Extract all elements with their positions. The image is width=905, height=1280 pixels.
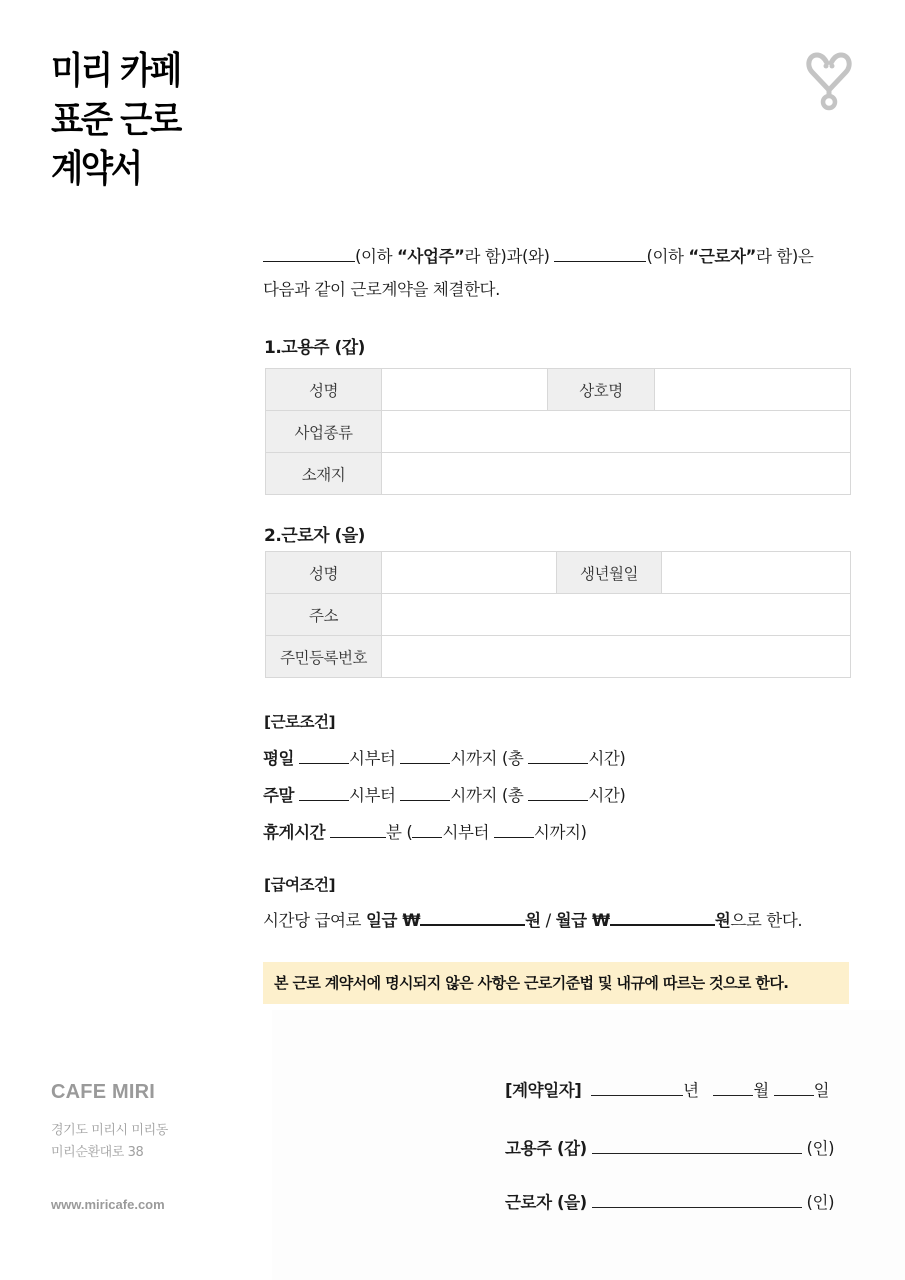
monthly-wage-blank[interactable] xyxy=(610,912,715,926)
work-conditions-title: [근로조건] xyxy=(264,713,336,731)
weekday-end-blank[interactable] xyxy=(400,750,450,764)
heart-keyhole-icon xyxy=(803,50,855,112)
weekend-hours-line: 주말 시부터 시까지 (총 시간) xyxy=(263,786,626,805)
worker-name-field[interactable] xyxy=(382,552,557,594)
weekend-start-blank[interactable] xyxy=(299,787,349,801)
resident-no-field[interactable] xyxy=(382,636,851,678)
section-employer-title: 1.고용주 (갑) xyxy=(264,338,365,358)
label-business-type: 사업종류 xyxy=(266,411,382,453)
seal-mark: (인) xyxy=(806,1193,835,1212)
label-name: 성명 xyxy=(266,369,382,411)
contract-date-line: [계약일자] 년 월 일 xyxy=(505,1081,830,1100)
month-blank[interactable] xyxy=(713,1082,753,1096)
worker-blank[interactable] xyxy=(554,248,646,262)
daily-wage-blank[interactable] xyxy=(420,912,525,926)
section-worker-title: 2.근로자 (을) xyxy=(264,526,365,546)
day-blank[interactable] xyxy=(774,1082,814,1096)
worker-signature-blank[interactable] xyxy=(592,1194,802,1208)
legal-notice-banner: 본 근로 계약서에 명시되지 않은 사항은 근로기준법 및 내규에 따르는 것으로 한다. xyxy=(263,962,849,1004)
weekday-hours-line: 평일 시부터 시까지 (총 시간) xyxy=(263,749,626,768)
break-time-line: 휴게시간 분 ( 시부터 시까지) xyxy=(263,823,587,842)
weekday-start-blank[interactable] xyxy=(299,750,349,764)
break-start-blank[interactable] xyxy=(412,824,442,838)
address-field[interactable] xyxy=(382,594,851,636)
year-blank[interactable] xyxy=(591,1082,683,1096)
label-address: 주소 xyxy=(266,594,382,636)
intro-line-2: 다음과 같이 근로계약을 체결한다. xyxy=(263,280,500,299)
employer-signature-line: 고용주 (갑) (인) xyxy=(505,1139,835,1158)
birth-field[interactable] xyxy=(662,552,851,594)
worker-term: “근로자” xyxy=(688,247,756,266)
label-birth: 생년월일 xyxy=(557,552,662,594)
employer-name-field[interactable] xyxy=(382,369,548,411)
seal-mark: (인) xyxy=(806,1139,835,1158)
title-line-2: 표준 근로 xyxy=(51,98,181,141)
business-name-field[interactable] xyxy=(655,369,851,411)
employer-blank[interactable] xyxy=(263,248,355,262)
title-line-3: 계약서 xyxy=(51,147,141,190)
break-end-blank[interactable] xyxy=(494,824,534,838)
employer-signature-blank[interactable] xyxy=(592,1140,802,1154)
worker-info-table xyxy=(265,551,851,678)
footer-brand: CAFE MIRI xyxy=(51,1081,156,1103)
pay-conditions-title: [급여조건] xyxy=(264,876,336,894)
worker-signature-line: 근로자 (을) (인) xyxy=(505,1193,835,1212)
weekend-end-blank[interactable] xyxy=(400,787,450,801)
intro-paragraph: (이하 “사업주”라 함)과(와) (이하 “근로자”라 함)은 다음과 같이 근로계약을 체결한다. xyxy=(263,247,814,299)
business-type-field[interactable] xyxy=(382,411,851,453)
label-name: 성명 xyxy=(266,552,382,594)
title-line-1: 미리 카페 xyxy=(51,49,181,92)
break-minutes-blank[interactable] xyxy=(330,824,386,838)
label-location: 소재지 xyxy=(266,453,382,495)
employer-term: “사업주” xyxy=(396,247,465,266)
employer-info-table xyxy=(265,368,851,495)
footer-website-link[interactable]: www.miricafe.com xyxy=(51,1197,165,1212)
footer-address: 경기도 미리시 미리동 미리순환대로 38 xyxy=(51,1123,168,1160)
document-title xyxy=(51,46,194,193)
location-field[interactable] xyxy=(382,453,851,495)
label-resident-no: 주민등록번호 xyxy=(266,636,382,678)
weekend-total-blank[interactable] xyxy=(528,787,588,801)
pay-line: 시간당 급여로 일급 ₩ 원 / 월급 ₩ 원으로 한다. xyxy=(263,911,803,930)
label-business-name: 상호명 xyxy=(548,369,655,411)
weekday-total-blank[interactable] xyxy=(528,750,588,764)
